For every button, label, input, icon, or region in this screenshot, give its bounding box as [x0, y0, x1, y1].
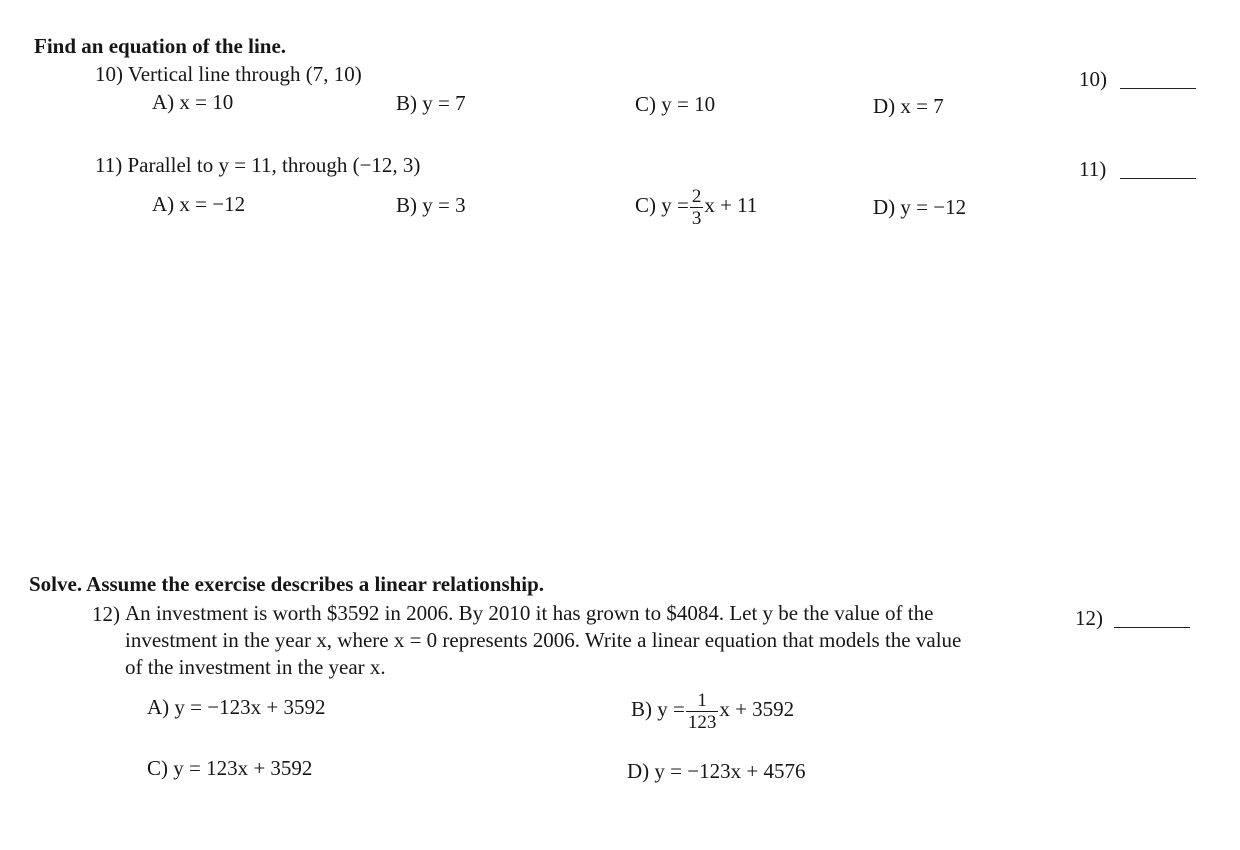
- choice-10-b[interactable]: B) y = 7: [396, 91, 466, 115]
- fraction-two-thirds: [690, 187, 704, 228]
- question-12-number: 12): [92, 602, 120, 626]
- fraction-one-over-123: [686, 691, 719, 732]
- question-prompt: Vertical line through (7, 10): [127, 62, 362, 86]
- choice-11-b[interactable]: B) y = 3: [396, 193, 466, 217]
- question-prompt: Parallel to y = 11, through (−12, 3): [127, 153, 421, 177]
- choice-suffix: x + 3592: [719, 697, 795, 721]
- question-line: of the investment in the year x.: [125, 655, 386, 679]
- question-11: [95, 155, 420, 176]
- answer-blank-12[interactable]: [1114, 627, 1190, 628]
- question-10: [95, 64, 362, 85]
- choice-10-d[interactable]: D) x = 7: [873, 94, 944, 118]
- fraction-denominator: 3: [691, 207, 702, 229]
- choice-10-c[interactable]: C) y = 10: [635, 92, 716, 116]
- answer-label-12: 12): [1075, 606, 1103, 630]
- fraction-numerator: 1: [697, 689, 707, 711]
- answer-blank-11[interactable]: [1120, 178, 1196, 179]
- section-heading-solve: Solve. Assume the exercise describes a linear relationship.: [29, 572, 545, 596]
- section-heading-find-equation: Find an equation of the line.: [34, 34, 287, 58]
- question-line: investment in the year x, where x = 0 represents 2006. Write a linear equation that models the value: [125, 628, 962, 652]
- choice-10-a[interactable]: A) x = 10: [152, 90, 234, 114]
- choice-12-c[interactable]: C) y = 123x + 3592: [147, 756, 313, 780]
- fraction-denominator: 123: [687, 711, 717, 733]
- choice-12-d[interactable]: D) y = −123x + 4576: [627, 759, 806, 783]
- choice-12-b[interactable]: [631, 686, 794, 732]
- question-line: An investment is worth $3592 in 2006. By 2010 it has grown to $4084. Let y be the value of the: [125, 601, 934, 625]
- answer-label-11: 11): [1079, 157, 1107, 181]
- choice-suffix: x + 11: [704, 193, 758, 217]
- choice-11-a[interactable]: A) x = −12: [152, 192, 246, 216]
- choice-11-d[interactable]: D) y = −12: [873, 195, 967, 219]
- fraction-numerator: 2: [691, 185, 702, 207]
- choice-11-c[interactable]: [635, 183, 757, 228]
- question-number: 11): [95, 153, 123, 177]
- choice-prefix: C) y =: [635, 193, 689, 217]
- question-12-text: [125, 600, 961, 681]
- answer-label-10: 10): [1079, 67, 1107, 91]
- answer-blank-10[interactable]: [1120, 88, 1196, 89]
- choice-12-a[interactable]: A) y = −123x + 3592: [147, 695, 326, 719]
- question-number: 10): [95, 62, 123, 86]
- choice-prefix: B) y =: [631, 697, 685, 721]
